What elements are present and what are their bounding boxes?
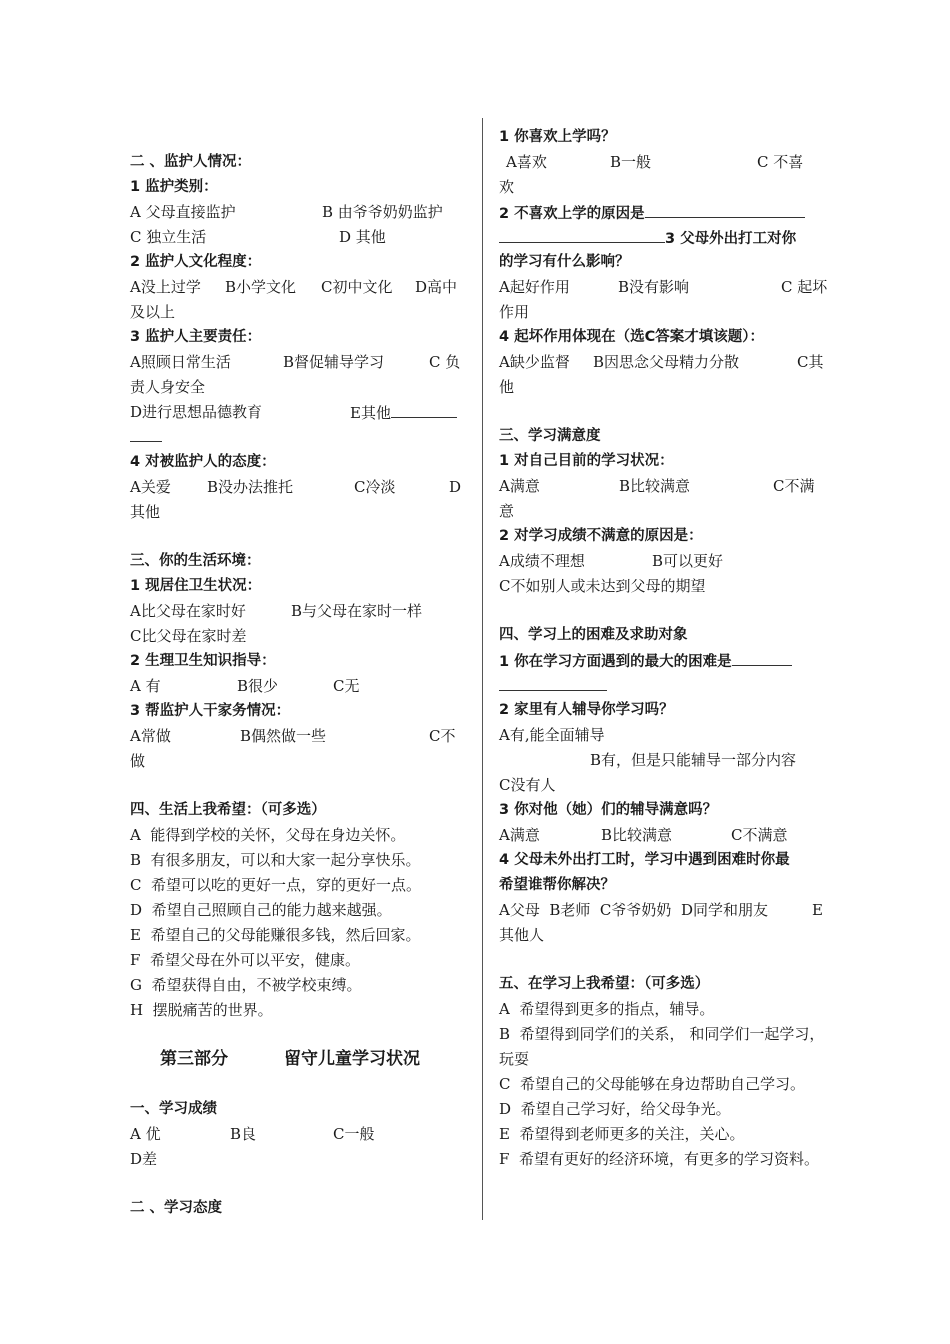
blank-line: [499, 690, 607, 691]
question: 3 监护人主要责任：: [130, 329, 262, 345]
option: A常做: [130, 727, 171, 745]
option: A喜欢: [506, 153, 547, 171]
blank-line: [645, 200, 805, 218]
list-item-continuation: 玩耍: [499, 1050, 530, 1068]
option: D差: [130, 1150, 158, 1168]
option: C不满: [773, 477, 815, 495]
list-item: H 摆脱痛苦的世界。: [130, 1001, 273, 1019]
part-subtitle: 留守儿童学习状况: [284, 1049, 420, 1069]
option: C不满意: [731, 826, 788, 844]
option: B 由爷爷奶奶监护: [322, 203, 443, 221]
option-continuation: 他: [499, 378, 515, 396]
option: C一般: [333, 1125, 375, 1143]
question: [499, 648, 792, 673]
question: 1 监护类别：: [130, 179, 218, 195]
option: D高中: [415, 278, 458, 296]
blank-line: [130, 441, 162, 442]
option: A成绩不理想: [499, 552, 585, 570]
option-continuation: 责人身安全: [130, 378, 206, 396]
option: B没有影响: [618, 278, 690, 296]
list-item: D 希望自己学习好，给父母争光。: [499, 1100, 731, 1118]
option-continuation: 其他人: [499, 926, 545, 944]
option: C 负: [429, 353, 461, 371]
question-label: 3 父母外出打工对你: [665, 231, 797, 247]
option: C没有人: [499, 776, 556, 794]
option: A比父母在家时好: [130, 602, 246, 620]
option: B与父母在家时一样: [291, 602, 423, 620]
question: 3 你对他（她）们的辅导满意吗？: [499, 802, 718, 818]
question: 1 你喜欢上学吗？: [499, 129, 616, 145]
option: D: [449, 478, 462, 496]
option: A起好作用: [499, 278, 570, 296]
grades-heading: 一、学习成绩: [130, 1101, 217, 1117]
column-divider: [482, 118, 483, 1220]
option: C其: [797, 353, 824, 371]
option: A 父母直接监护: [130, 203, 236, 221]
question: 2 对学习成绩不满意的原因是：: [499, 528, 703, 544]
option: B很少: [237, 677, 279, 695]
option: C 不喜: [757, 153, 804, 171]
question-label: 1 你在学习方面遇到的最大的困难是: [499, 654, 732, 670]
question-continuation: 的学习有什么影响？: [499, 254, 630, 270]
difficulties-heading: 四、学习上的困难及求助对象: [499, 627, 688, 643]
list-item: G 希望获得自由，不被学校束缚。: [130, 976, 362, 994]
attitude-heading: 二 、学习态度: [130, 1200, 223, 1216]
question: [499, 225, 796, 250]
option-continuation: 意: [499, 502, 515, 520]
option: A关爱: [130, 478, 171, 496]
blank-line: [391, 400, 457, 418]
list-item: A 希望得到更多的指点，辅导。: [499, 1000, 715, 1018]
option: A 有: [130, 677, 161, 695]
option-label: E其他: [350, 404, 391, 422]
option-continuation: 及以上: [130, 303, 176, 321]
question: 1 现居住卫生状况：: [130, 578, 262, 594]
question: 2 生理卫生知识指导：: [130, 653, 276, 669]
option: C比父母在家时差: [130, 627, 247, 645]
guardian-heading: 二 、监护人情况：: [130, 154, 252, 170]
option-continuation: 其他: [130, 503, 161, 521]
option: C无: [333, 677, 360, 695]
option-continuation: 欢: [499, 178, 515, 196]
option-continuation: 做: [130, 752, 146, 770]
option: B没办法推托: [207, 478, 294, 496]
question: 2 监护人文化程度：: [130, 254, 262, 270]
option: A缺少监督: [499, 353, 570, 371]
option: A有,能全面辅导: [499, 726, 605, 744]
option: A 优: [130, 1125, 161, 1143]
option: C 独立生活: [130, 228, 207, 246]
list-item: B 有很多朋友，可以和大家一起分享快乐。: [130, 851, 421, 869]
environment-heading: 三、你的生活环境：: [130, 553, 261, 569]
blank-line: [732, 648, 792, 666]
list-item: F 希望父母在外可以平安，健康。: [130, 951, 360, 969]
list-item: F 希望有更好的经济环境，有更多的学习资料。: [499, 1150, 819, 1168]
list-item: E 希望得到老师更多的关注，关心。: [499, 1125, 745, 1143]
question: 4 父母未外出打工时，学习中遇到困难时你最: [499, 852, 790, 868]
option: B比较满意: [601, 826, 673, 844]
option: B偶然做一些: [240, 727, 327, 745]
question: [499, 200, 805, 225]
option: D 其他: [339, 228, 386, 246]
list-item: B 希望得到同学们的关系， 和同学们一起学习，: [499, 1025, 825, 1043]
option: C不如别人或未达到父母的期望: [499, 577, 706, 595]
blank-line: [499, 225, 665, 243]
list-item: D 希望自己照顾自己的能力越来越强。: [130, 901, 392, 919]
option: B一般: [610, 153, 652, 171]
hopes-heading: 四、生活上我希望：（可多选）: [130, 802, 326, 818]
question: 4 起坏作用体现在（选C答案才填该题）：: [499, 329, 765, 345]
list-item: C 希望可以吃的更好一点，穿的更好一点。: [130, 876, 422, 894]
option: A父母 B老师 C爷爷奶奶 D同学和朋友: [499, 901, 768, 919]
list-item: A 能得到学校的关怀，父母在身边关怀。: [130, 826, 406, 844]
option: B可以更好: [652, 552, 724, 570]
option: B有，但是只能辅导一部分内容: [590, 751, 797, 769]
option: A照顾日常生活: [130, 353, 231, 371]
satisfaction-heading: 三、学习满意度: [499, 428, 601, 444]
option: [350, 400, 457, 425]
question: 1 对自己目前的学习状况：: [499, 453, 674, 469]
question: 4 对被监护人的态度：: [130, 454, 276, 470]
question-label: 2 不喜欢上学的原因是: [499, 206, 645, 222]
option: C 起坏: [781, 278, 828, 296]
option: B因思念父母精力分散: [593, 353, 740, 371]
option: B督促辅导学习: [283, 353, 385, 371]
option: A满意: [499, 477, 540, 495]
option: B小学文化: [225, 278, 297, 296]
option: B比较满意: [619, 477, 691, 495]
question-continuation: 希望谁帮你解决？: [499, 877, 615, 893]
list-item: E 希望自己的父母能赚很多钱，然后回家。: [130, 926, 421, 944]
option: E: [812, 901, 823, 919]
option: B良: [230, 1125, 257, 1143]
list-item: C 希望自己的父母能够在身边帮助自己学习。: [499, 1075, 806, 1093]
option: A没上过学: [130, 278, 201, 296]
option: D进行思想品德教育: [130, 403, 263, 421]
part-title: 第三部分: [160, 1049, 228, 1069]
question: 3 帮监护人干家务情况：: [130, 703, 291, 719]
option: C初中文化: [321, 278, 393, 296]
option: C不: [429, 727, 456, 745]
option: C冷淡: [354, 478, 396, 496]
option: A满意: [499, 826, 540, 844]
study-hopes-heading: 五、在学习上我希望：（可多选）: [499, 976, 710, 992]
question: 2 家里有人辅导你学习吗？: [499, 702, 674, 718]
option-continuation: 作用: [499, 303, 530, 321]
